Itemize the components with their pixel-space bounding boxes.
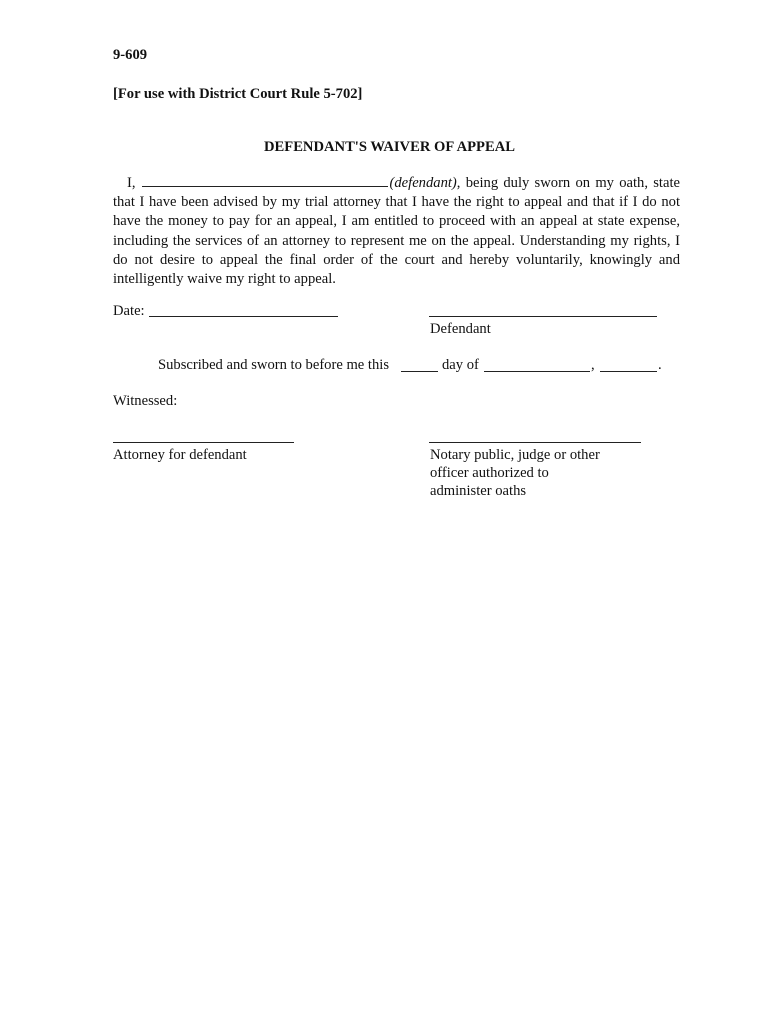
jurat-text-2: day of: [442, 357, 479, 373]
opening-word: I,: [127, 175, 136, 191]
notary-caption-line2: officer authorized to: [430, 465, 549, 481]
jurat-comma: ,: [591, 357, 595, 373]
waiver-paragraph: [113, 172, 680, 289]
document-title: DEFENDANT'S WAIVER OF APPEAL: [264, 139, 515, 155]
defendant-signature-line[interactable]: [429, 316, 657, 317]
paragraph-first-line-rest: , being duly sworn on my oath, state: [456, 175, 680, 191]
attorney-signature-line[interactable]: [113, 442, 294, 443]
attorney-caption: Attorney for defendant: [113, 447, 247, 463]
jurat-text-1: Subscribed and sworn to before me this: [158, 357, 390, 373]
year-blank[interactable]: [600, 371, 657, 372]
witnessed-label: Witnessed:: [113, 393, 178, 409]
defendant-name-blank[interactable]: [142, 172, 388, 187]
notary-signature-line[interactable]: [429, 442, 641, 443]
rule-note: [For use with District Court Rule 5-702]: [113, 86, 363, 102]
day-blank[interactable]: [401, 371, 438, 372]
month-blank[interactable]: [484, 371, 590, 372]
notary-caption-line3: administer oaths: [430, 483, 527, 499]
jurat-period: .: [658, 357, 662, 373]
defendant-label: (defendant): [389, 175, 457, 191]
notary-caption-line1: Notary public, judge or other: [430, 447, 600, 463]
date-label: Date:: [113, 303, 145, 319]
paragraph-text: that I have been advised by my trial attorney that I have the right to appeal and that if I do not have the money to pay for an appeal, I am entitled to proceed with an appeal at state expense, including the services of an attorney to represent me on the appeal. Understanding my rights, I do not desire to appeal the final order of the court and hereby voluntarily, knowingly and intelligently waive my right to appeal.: [113, 194, 680, 288]
date-blank[interactable]: [149, 316, 338, 317]
form-number: 9-609: [113, 47, 148, 63]
defendant-caption: Defendant: [430, 321, 491, 337]
